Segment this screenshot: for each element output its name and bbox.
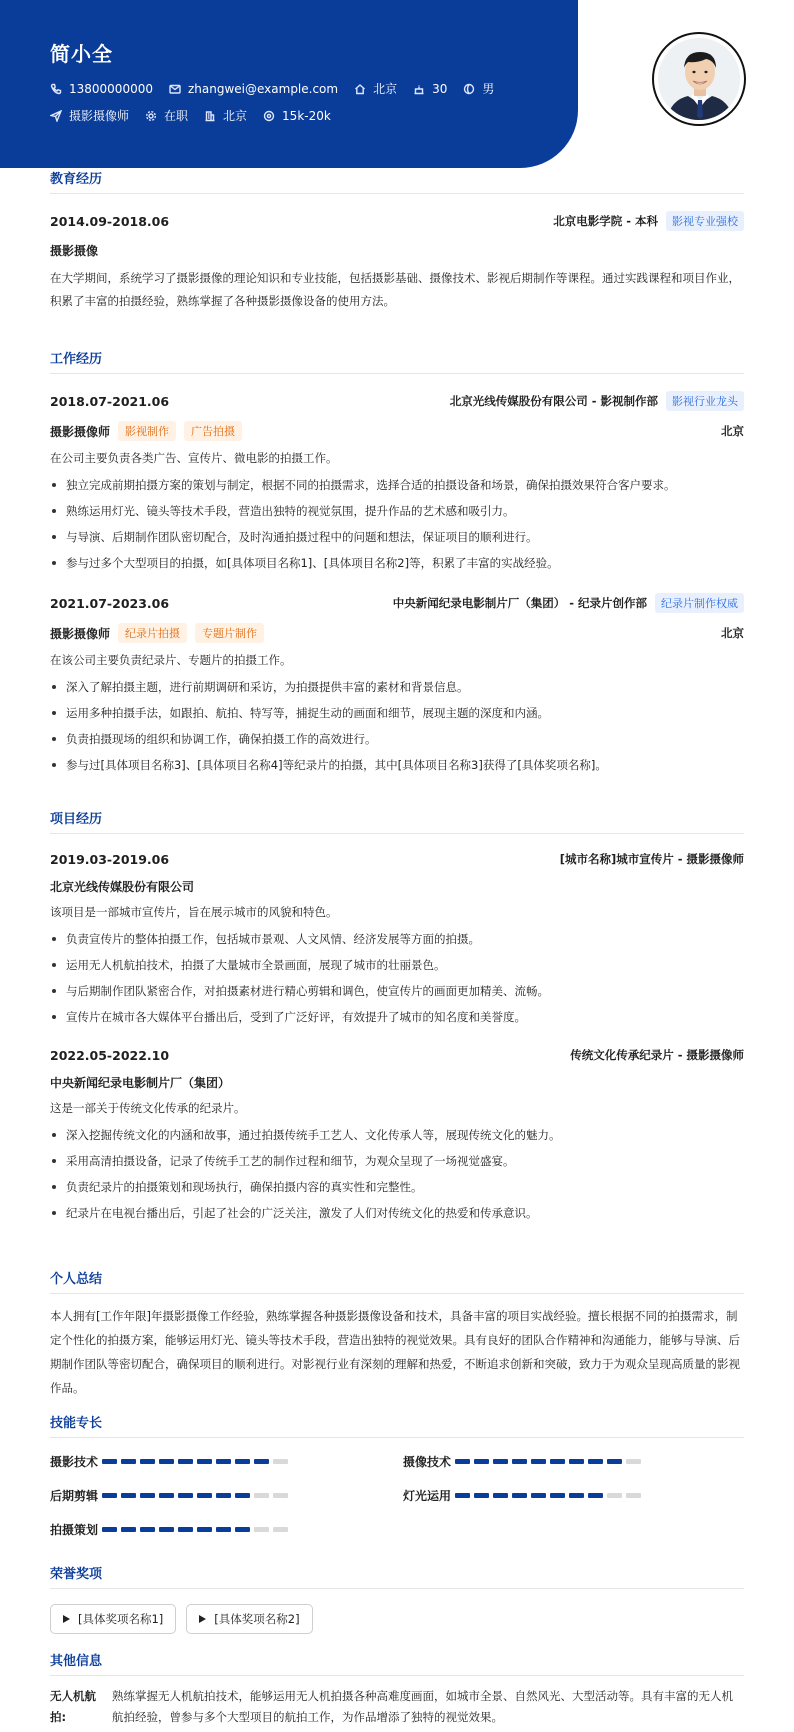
skill-segment-filled <box>121 1493 136 1498</box>
skill-row <box>50 1512 403 1546</box>
other-row <box>50 1686 744 1728</box>
age-text: 30 <box>432 81 448 96</box>
list-item: 参与过[具体项目名称3]、[具体项目名称4]等纪录片的拍摄，其中[具体项目名称3]获得了[具体奖项名称]。 <box>50 752 744 778</box>
section-title-work: 工作经历 <box>50 348 744 374</box>
job-intent-row <box>50 107 347 124</box>
work-location: 北京 <box>721 626 744 640</box>
skill-name: 灯光运用 <box>403 1488 452 1503</box>
work-bullets <box>50 472 744 576</box>
skill-segment-filled <box>140 1527 155 1532</box>
list-item: 深入了解拍摄主题，进行前期调研和采访，为拍摄提供丰富的素材和背景信息。 <box>50 674 744 700</box>
section-title-other: 其他信息 <box>50 1650 744 1676</box>
mail-icon <box>169 83 181 95</box>
header-banner <box>0 0 578 168</box>
work-date: 2018.07-2021.06 <box>50 393 170 409</box>
salary-item <box>263 109 331 123</box>
gender-item <box>463 80 494 97</box>
skill-segment-filled <box>121 1459 136 1464</box>
skill-tag: 专题片制作 <box>195 623 264 643</box>
skill-segment-filled <box>531 1459 546 1464</box>
skill-level-bar <box>102 1493 292 1498</box>
work-header <box>50 391 744 411</box>
skill-segment-filled <box>512 1459 527 1464</box>
role-title: 摄影摄像师 <box>50 424 111 439</box>
skill-segment-filled <box>102 1459 117 1464</box>
phone-text: 13800000000 <box>69 81 153 96</box>
phone-icon <box>50 83 62 95</box>
skill-segment-filled <box>159 1493 174 1498</box>
work-company <box>393 593 744 613</box>
skill-segment-filled <box>531 1493 546 1498</box>
skill-segment-filled <box>102 1493 117 1498</box>
gender-text: 男 <box>482 82 495 96</box>
list-item: 采用高清拍摄设备，记录了传统手工艺的制作过程和细节，为观众呈现了一场视觉盛宴。 <box>50 1148 744 1174</box>
project-summary: 这是一部关于传统文化传承的纪录片。 <box>50 1101 246 1115</box>
list-item: 与导演、后期制作团队密切配合，及时沟通拍摄过程中的问题和想法，保证项目的顺利进行。 <box>50 524 744 550</box>
section-title-summary: 个人总结 <box>50 1268 744 1294</box>
project-bullets <box>50 926 744 1030</box>
skills-grid <box>50 1444 744 1546</box>
skill-name: 摄影技术 <box>50 1454 99 1469</box>
project-name: 传统文化传承纪录片 - 摄影摄像师 <box>570 1048 744 1062</box>
award-chip[interactable] <box>186 1604 312 1634</box>
project-date: 2022.05-2022.10 <box>50 1047 170 1063</box>
skill-segment-filled <box>512 1493 527 1498</box>
section-title-education: 教育经历 <box>50 168 744 194</box>
company-tag: 影视行业龙头 <box>666 391 744 411</box>
skill-segment-filled <box>197 1493 212 1498</box>
skill-tag: 影视制作 <box>118 421 176 441</box>
skill-segment-filled <box>102 1527 117 1532</box>
skill-segment-empty <box>626 1493 641 1498</box>
email-item <box>169 82 338 96</box>
section-title-projects: 项目经历 <box>50 808 744 834</box>
education-desc: 在大学期间，系统学习了摄影摄像的理论知识和专业技能，包括摄影基础、摄像技术、影视后期制作等课程。通过实践课程和项目作业，积累了丰富的拍摄经验，熟练掌握了各种摄影摄像设备的使用方法。 <box>50 271 740 308</box>
skill-segment-filled <box>216 1493 231 1498</box>
skill-segment-filled <box>607 1459 622 1464</box>
skill-segment-filled <box>159 1459 174 1464</box>
award-label: [具体奖项名称1] <box>78 1612 164 1626</box>
skill-segment-filled <box>588 1459 603 1464</box>
project-item <box>50 1047 744 1226</box>
skill-name: 摄像技术 <box>403 1454 452 1469</box>
project-name: [城市名称]城市宣传片 - 摄影摄像师 <box>559 852 744 866</box>
skill-segment-filled <box>254 1459 269 1464</box>
award-label: [具体奖项名称2] <box>214 1612 300 1626</box>
company-name: 北京光线传媒股份有限公司 - 影视制作部 <box>449 394 658 408</box>
project-summary: 该项目是一部城市宣传片，旨在展示城市的风貌和特色。 <box>50 905 338 919</box>
skill-segment-filled <box>493 1493 508 1498</box>
skill-segment-empty <box>607 1493 622 1498</box>
age-item <box>413 82 447 96</box>
skill-segment-filled <box>216 1527 231 1532</box>
skill-level-bar <box>102 1459 292 1464</box>
city-item <box>354 80 397 97</box>
avatar-photo <box>658 38 740 120</box>
skill-level-bar <box>102 1527 292 1532</box>
skill-segment-filled <box>474 1493 489 1498</box>
skill-segment-filled <box>197 1527 212 1532</box>
building-icon <box>204 110 216 122</box>
portrait-illustration <box>658 38 740 120</box>
skill-name: 后期剪辑 <box>50 1488 99 1503</box>
skill-segment-empty <box>254 1493 269 1498</box>
skill-tag: 纪录片拍摄 <box>118 623 187 643</box>
education-header <box>50 211 744 231</box>
education-section <box>50 168 744 313</box>
skill-tag: 广告拍摄 <box>184 421 242 441</box>
skill-segment-filled <box>550 1493 565 1498</box>
skill-segment-filled <box>235 1527 250 1532</box>
list-item: 运用多种拍摄手法，如跟拍、航拍、特写等，捕捉生动的画面和细节，展现主题的深度和内涵。 <box>50 700 744 726</box>
gear-icon <box>145 110 157 122</box>
skill-segment-filled <box>159 1527 174 1532</box>
skill-segment-filled <box>178 1459 193 1464</box>
school-name: 北京电影学院 - 本科 <box>553 214 658 228</box>
school-tag: 影视专业强校 <box>666 211 744 231</box>
skill-row <box>50 1478 403 1512</box>
skill-segment-filled <box>455 1459 470 1464</box>
section-title-awards: 荣誉奖项 <box>50 1563 744 1589</box>
company-name: 中央新闻纪录电影制片厂（集团） - 纪录片创作部 <box>392 596 647 610</box>
list-item: 独立完成前期拍摄方案的策划与制定，根据不同的拍摄需求，选择合适的拍摄设备和场景，确保拍摄效果符合客户要求。 <box>50 472 744 498</box>
work-city-item <box>204 107 247 124</box>
list-item: 与后期制作团队紧密合作，对拍摄素材进行精心剪辑和调色，使宣传片的画面更加精美、流畅。 <box>50 978 744 1004</box>
skill-row <box>403 1478 744 1512</box>
skill-segment-empty <box>254 1527 269 1532</box>
project-company: 中央新闻纪录电影制片厂（集团） <box>50 1076 231 1090</box>
other-section <box>50 1650 744 1728</box>
summary-text: 本人拥有[工作年限]年摄影摄像工作经验，熟练掌握各种摄影摄像设备和技术，具备丰富的项目实战经验。擅长根据不同的拍摄需求，制定个性化的拍摄方案，能够运用灯光、镜头等技术手段，营造出独特的视觉效果。具有良好的团队合作精神和沟通能力，能够与导演、后期制作团队等密切配合，确保项目的顺利进行。对影视行业有深刻的理解和热爱，不断追求创新和突破，致力于为观众呈现高质量的影视作品。 <box>50 1309 740 1395</box>
skill-segment-filled <box>140 1493 155 1498</box>
work-company <box>450 391 744 411</box>
work-date: 2021.07-2023.06 <box>50 595 170 611</box>
status-item <box>145 107 188 124</box>
skill-segment-filled <box>140 1459 155 1464</box>
skill-segment-filled <box>455 1493 470 1498</box>
skill-row <box>50 1444 403 1478</box>
summary-section <box>50 1268 744 1400</box>
awards-section <box>50 1563 744 1634</box>
skill-segment-filled <box>569 1493 584 1498</box>
skill-segment-empty <box>273 1459 288 1464</box>
education-school <box>553 211 744 231</box>
skill-segment-filled <box>235 1459 250 1464</box>
skill-level-bar <box>455 1459 645 1464</box>
city-text: 北京 <box>373 82 398 96</box>
work-header <box>50 593 744 613</box>
phone-item <box>50 82 153 96</box>
other-label: 无人机航拍: <box>50 1689 96 1724</box>
skill-segment-filled <box>550 1459 565 1464</box>
work-location: 北京 <box>721 424 744 438</box>
list-item: 负责拍摄现场的组织和协调工作，确保拍摄工作的高效进行。 <box>50 726 744 752</box>
candidate-name: 简小全 <box>50 42 113 66</box>
work-role-row <box>50 421 744 441</box>
play-icon <box>199 1615 206 1623</box>
list-item: 熟练运用灯光、镜头等技术手段，营造出独特的视觉氛围，提升作品的艺术感和吸引力。 <box>50 498 744 524</box>
work-role <box>50 421 242 441</box>
list-item: 深入挖掘传统文化的内涵和故事，通过拍摄传统手工艺人、文化传承人等，展现传统文化的魅力。 <box>50 1122 744 1148</box>
skill-segment-filled <box>569 1459 584 1464</box>
play-icon <box>63 1615 70 1623</box>
work-city-text: 北京 <box>223 109 248 123</box>
skill-level-bar <box>455 1493 645 1498</box>
work-section <box>50 348 744 778</box>
skill-segment-filled <box>474 1459 489 1464</box>
other-text: 熟练掌握无人机航拍技术，能够运用无人机拍摄各种高难度画面，如城市全景、自然风光、大型活动等。具有丰富的无人机航拍经验，曾参与多个大型项目的航拍工作，为作品增添了独特的视觉效果。 <box>112 1689 733 1724</box>
list-item: 宣传片在城市各大媒体平台播出后，受到了广泛好评，有效提升了城市的知名度和美誉度。 <box>50 1004 744 1030</box>
project-bullets <box>50 1122 744 1226</box>
awards-list <box>50 1604 744 1634</box>
work-summary: 在该公司主要负责纪录片、专题片的拍摄工作。 <box>50 653 292 667</box>
cake-icon <box>413 83 425 95</box>
skills-section <box>50 1412 744 1546</box>
project-header <box>50 851 744 867</box>
project-date: 2019.03-2019.06 <box>50 851 170 867</box>
work-role-row <box>50 623 744 643</box>
company-tag: 纪录片制作权威 <box>655 593 744 613</box>
skill-segment-filled <box>235 1493 250 1498</box>
skill-segment-filled <box>588 1493 603 1498</box>
skill-segment-filled <box>216 1459 231 1464</box>
project-header <box>50 1047 744 1063</box>
contact-row <box>50 80 510 97</box>
skill-segment-filled <box>197 1459 212 1464</box>
send-icon <box>50 110 62 122</box>
education-major: 摄影摄像 <box>50 244 99 258</box>
role-text: 摄影摄像师 <box>69 109 130 123</box>
list-item: 负责宣传片的整体拍摄工作，包括城市景观、人文风情、经济发展等方面的拍摄。 <box>50 926 744 952</box>
skill-row <box>403 1444 744 1478</box>
salary-text: 15k-20k <box>282 108 331 123</box>
skill-segment-filled <box>493 1459 508 1464</box>
work-item <box>50 593 744 778</box>
work-item <box>50 391 744 576</box>
list-item: 运用无人机航拍技术，拍摄了大量城市全景画面，展现了城市的壮丽景色。 <box>50 952 744 978</box>
work-role <box>50 623 264 643</box>
section-title-skills: 技能专长 <box>50 1412 744 1438</box>
education-date: 2014.09-2018.06 <box>50 213 170 229</box>
skill-segment-filled <box>178 1493 193 1498</box>
list-item: 纪录片在电视台播出后，引起了社会的广泛关注，激发了人们对传统文化的热爱和传承意识。 <box>50 1200 744 1226</box>
email-text: zhangwei@example.com <box>187 81 339 96</box>
gender-icon <box>463 83 475 95</box>
home-icon <box>354 83 366 95</box>
skill-segment-empty <box>273 1493 288 1498</box>
avatar <box>652 32 746 126</box>
award-chip[interactable] <box>50 1604 176 1634</box>
role-title: 摄影摄像师 <box>50 626 111 641</box>
work-summary: 在公司主要负责各类广告、宣传片、微电影的拍摄工作。 <box>50 451 338 465</box>
list-item: 负责纪录片的拍摄策划和现场执行，确保拍摄内容的真实性和完整性。 <box>50 1174 744 1200</box>
status-text: 在职 <box>164 109 189 123</box>
project-item <box>50 851 744 1030</box>
skill-name: 拍摄策划 <box>50 1522 99 1537</box>
skill-segment-empty <box>626 1459 641 1464</box>
skill-segment-empty <box>273 1527 288 1532</box>
role-item <box>50 107 129 124</box>
skill-segment-filled <box>178 1527 193 1532</box>
list-item: 参与过多个大型项目的拍摄，如[具体项目名称1]、[具体项目名称2]等，积累了丰富的实战经验。 <box>50 550 744 576</box>
work-bullets <box>50 674 744 778</box>
coin-icon <box>263 110 275 122</box>
projects-section <box>50 808 744 1226</box>
skill-segment-filled <box>121 1527 136 1532</box>
project-company: 北京光线传媒股份有限公司 <box>50 880 195 894</box>
